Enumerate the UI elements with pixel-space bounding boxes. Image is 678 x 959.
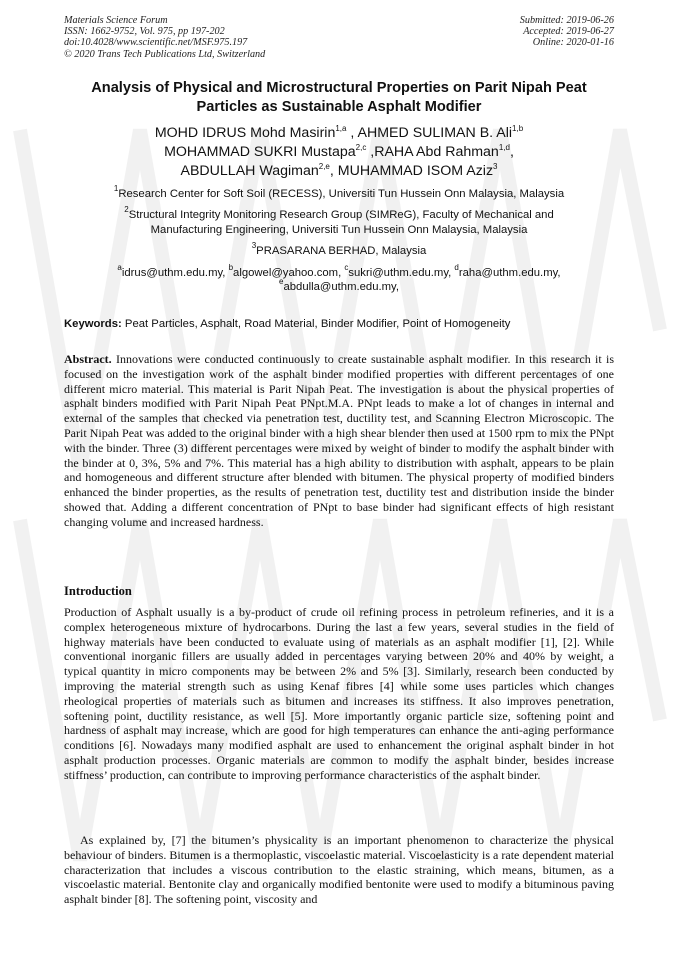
email-link[interactable]: idrus@uthm.edu.my, (121, 267, 226, 279)
abstract-label: Abstract. (64, 352, 112, 366)
affiliation-2 (40, 205, 638, 238)
affiliation-text: PRASARANA BERHAD, Malaysia (256, 245, 427, 257)
authors-line-1: MOHD IDRUS Mohd Masirin$^{1,a}$ , AHMED SULIMAN B. Ali$^{1,b}$ (154, 124, 524, 141)
affiliation-1 (40, 184, 638, 202)
affiliation-text: Research Center for Soft Soil (RECESS), Universiti Tun Hussein Onn Malaysia, Malaysia (118, 188, 565, 200)
email-link[interactable]: sukri@uthm.edu.my, (348, 267, 452, 279)
section-heading-introduction: Introduction (64, 584, 132, 598)
affiliation-number: 3 (251, 241, 257, 250)
online-date: Online: 2020-01-16 (532, 37, 614, 49)
email-link[interactable]: algowel@yahoo.com, (233, 267, 342, 279)
author-name: AHMED SULIMAN B. Ali (357, 125, 513, 141)
journal-issn: ISSN: 1662-9752, Vol. 975, pp 197-202 (64, 26, 225, 38)
email-marker: e (279, 277, 284, 286)
accepted-date: Accepted: 2019-06-27 (523, 26, 614, 38)
authors-line-3: ABDULLAH Wagiman$^{2,e}$, MUHAMMAD ISOM Aziz$^3$ (180, 162, 498, 179)
author-name: MUHAMMAD ISOM Aziz (337, 163, 494, 179)
journal-name: Materials Science Forum (64, 15, 168, 26)
author-emails (40, 263, 638, 294)
affiliation-text: Manufacturing Engineering, Universiti Tun Hussein Onn Malaysia, Malaysia (150, 224, 528, 236)
abstract-text: Innovations were conducted continuously to create sustainable asphalt modifier. In this research it is focused on the investigation work of the asphalt binder modified properties with different percentages of one different micro material. This material is Parit Nipah Peat. The investigation is about the physical properties of asphalt binders modified with Parit Nipah Peat PNpt.M.A. PNpt leads to make a lot of changes in internal and external of the samples that checked via penetration test, ductility test, and Scanning Electron Microscopic. The Parit Nipah Peat was added to the original binder with a high shear blender then used at 1500 rpm to mix the PNpt with the binder. Three (3) different percentages were mixed by weight of binder to modify the asphalt binder with the binder at 0, 3%, 5% and 7%. This material has a high ability to distribution with asphalt, appears to be plain and homogeneous and different structure after blended with bitumen. The physical property of modified binders enhanced the binder properties, as the results of penetration test, ductility test and distribution inside the binder showed that. Adding a different concentration of PNpt to base binder had significant effects of high resistant changing volume and increased hardness. (64, 352, 614, 529)
email-link[interactable]: abdulla@uthm.edu.my, (283, 281, 399, 293)
intro-paragraph-1: Production of Asphalt usually is a by-product of crude oil refining process in petroleum refineries, and it is a complex heterogeneous mixture of hydrocarbons. During the last a few years, several studies in the field of highway materials have been conducted to evaluate using of materials as an asphalt modifier [1], [2]. While conventional inorganic fillers are usually added in percentages varying between 20% and 40% by weight, a typical quantity in micro components may be between 2% and 5% [3]. Similarly, research been conducted by improving the material strength such as using Kenaf fibres [4] while some uses particles which changes rheological properties of materials such as bitumen and increases its stiffness. It also improves penetration, softening point, ductility resistance, as well [5]. More importantly organic particle size, softening point and hardness of asphalt may increase, which are good for high temperatures can enhance the anti-aging performance conditions [6]. Nowadays many modified asphalt are used to enhancement the original asphalt binder in hot asphalt production processes. Organic materials are common to modify the asphalt binder, besides increase stiffness’ production, can contribute to improving performance characteristics of the asphalt binder. (64, 605, 614, 782)
title-line-1: Analysis of Physical and Microstructural Properties on Parit Nipah Peat (91, 80, 587, 96)
affiliation-number: 2 (124, 205, 129, 214)
title-line-2: Particles as Sustainable Asphalt Modifier (196, 99, 482, 115)
paper-title (40, 79, 638, 117)
author-name: MOHD IDRUS Mohd Masirin (154, 125, 336, 141)
email-marker: a (117, 263, 122, 272)
author-marker: 2,c (355, 143, 367, 152)
keywords-label: Keywords: (64, 318, 122, 330)
affiliation-number: 1 (113, 184, 119, 193)
keywords-text: Peat Particles, Asphalt, Road Material, Binder Modifier, Point of Homogeneity (124, 318, 511, 330)
author-name: MOHAMMAD SUKRI Mustapa (164, 144, 356, 160)
author-marker: 2,e (318, 162, 330, 171)
author-marker: 1,b (512, 124, 524, 133)
email-link[interactable]: raha@uthm.edu.my, (458, 267, 561, 279)
author-marker: 1,d (498, 143, 510, 152)
email-marker: d (454, 263, 459, 272)
journal-doi[interactable]: doi:10.4028/www.scientific.net/MSF.975.197 (64, 37, 248, 49)
author-marker: 3 (493, 162, 498, 171)
affiliation-text: Structural Integrity Monitoring Research Group (SIMReG), Faculty of Mechanical and (128, 209, 554, 221)
journal-copyright: © 2020 Trans Tech Publications Ltd, Switzerland (64, 48, 266, 60)
keywords (64, 317, 624, 331)
journal-info (64, 15, 265, 60)
email-marker: b (228, 263, 234, 272)
author-name: ABDULLAH Wagiman (180, 163, 319, 179)
author-marker: 1,a (335, 124, 347, 133)
author-list (30, 124, 648, 181)
abstract (64, 352, 614, 530)
email-marker: c (344, 263, 349, 272)
publication-dates (520, 15, 614, 49)
author-name: RAHA Abd Rahman (374, 144, 499, 160)
submitted-date: Submitted: 2019-06-26 (519, 15, 614, 26)
affiliation-3 (40, 241, 638, 259)
authors-line-2: MOHAMMAD SUKRI Mustapa$^{2,c}$ ,RAHA Abd Rahman$^{1,d}$, (164, 143, 514, 160)
intro-paragraph-2: As explained by, [7] the bitumen’s physicality is an important phenomenon to characterize the physical behaviour of binders. Bitumen is a thermoplastic, viscoelastic material. Viscoelasticity is a rate dependent material characterization that includes a viscous contribution to the elastic straining, which means, bitumen, as a viscoelastic material. Bentonite clay and organically modified bentonite were used to modify a bituminous paving asphalt binder [8]. The softening point, viscosity and (64, 833, 614, 907)
